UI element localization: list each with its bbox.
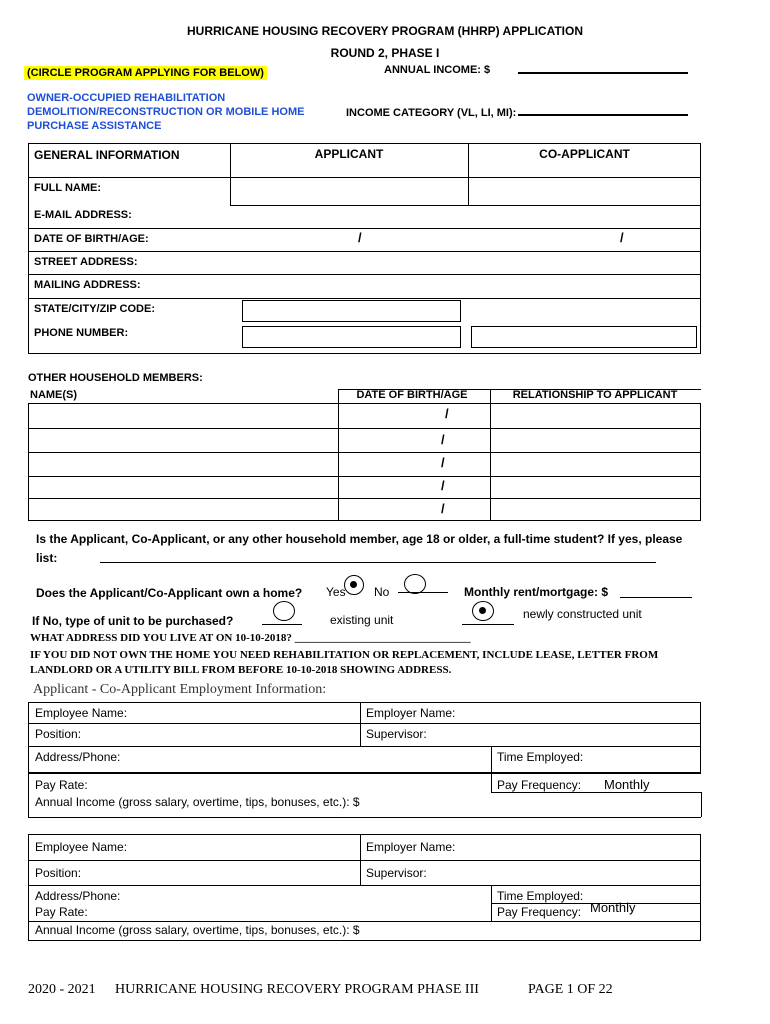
circle-program-note: (CIRCLE PROGRAM APPLYING FOR BELOW) [24,66,267,80]
employer-name-label-2: Employer Name: [366,840,456,854]
household-relationship-header: RELATIONSHIP TO APPLICANT [512,389,678,401]
time-employed-label-1: Time Employed: [497,750,584,764]
previous-address-question[interactable]: WHAT ADDRESS DID YOU LIVE AT ON 10-10-2018? ________________________________ [30,632,471,644]
annual-income-field[interactable] [518,72,688,74]
income-category-field[interactable] [518,114,688,116]
employment-table-1 [28,702,701,773]
monthly-rent-field[interactable] [620,597,692,598]
household-row-4-dob[interactable]: / [441,478,445,493]
co-applicant-full-name-field[interactable] [470,179,699,203]
student-list-field[interactable] [100,562,656,563]
program-option-purchase[interactable]: PURCHASE ASSISTANCE [27,120,162,132]
program-option-rehabilitation[interactable]: OWNER-OCCUPIED REHABILITATION [27,92,226,104]
position-label-2: Position: [35,866,82,880]
email-label: E-MAIL ADDRESS: [34,209,132,221]
pay-frequency-label-1: Pay Frequency: [497,778,582,792]
employee-name-label-2: Employee Name: [35,840,128,854]
footer-year: 2020 - 2021 [28,982,96,997]
employment-heading: Applicant - Co-Applicant Employment Information: [33,682,327,697]
own-home-no-label: No [374,585,390,599]
program-options[interactable] [27,91,304,133]
household-names-header: NAME(S) [30,389,78,401]
address-phone-label-1: Address/Phone: [35,750,121,764]
form-subtitle: ROUND 2, PHASE I [330,46,440,60]
unit-type-question: If No, type of unit to be purchased? [32,614,234,628]
program-option-reconstruction[interactable]: DEMOLITION/RECONSTRUCTION OR MOBILE HOME [27,106,305,118]
supervisor-label-1: Supervisor: [366,727,427,741]
own-home-yes-radio[interactable] [344,575,364,595]
annual-income-label: ANNUAL INCOME: $ [384,64,491,76]
street-address-label: STREET ADDRESS: [34,256,138,268]
pay-frequency-value-2[interactable]: Monthly [590,900,636,915]
own-home-yes-label: Yes [326,585,346,599]
household-row-5-dob[interactable]: / [441,501,445,516]
student-question: Is the Applicant, Co-Applicant, or any other household member, age 18 or older, a full-time student? If yes, please list: [36,532,683,565]
household-row-2-dob[interactable]: / [441,432,445,447]
co-applicant-phone-field[interactable] [471,326,697,348]
applicant-full-name-field[interactable] [232,179,466,203]
general-info-heading: GENERAL INFORMATION [34,148,180,162]
monthly-rent-label: Monthly rent/mortgage: $ [464,585,609,599]
state-city-zip-label: STATE/CITY/ZIP CODE: [34,303,156,315]
own-home-no-radio[interactable] [404,574,426,594]
phone-number-label: PHONE NUMBER: [34,327,129,339]
state-city-zip-field[interactable] [242,300,461,322]
address-phone-label-2: Address/Phone: [35,889,121,903]
applicant-phone-field[interactable] [242,326,461,348]
applicant-column-header: APPLICANT [314,147,384,161]
form-title: HURRICANE HOUSING RECOVERY PROGRAM (HHRP) APPLICATION [186,24,584,38]
full-name-label: FULL NAME: [34,182,102,194]
co-applicant-column-header: CO-APPLICANT [539,147,630,161]
street-address-field[interactable] [200,253,698,273]
household-table [28,403,701,521]
employer-name-label-1: Employer Name: [366,706,456,720]
pay-frequency-value-1[interactable]: Monthly [604,777,650,792]
annual-income-label-1: Annual Income (gross salary, overtime, tips, bonuses, etc.): $ [35,795,360,809]
time-employed-label-2: Time Employed: [497,889,584,903]
income-category-label: INCOME CATEGORY (VL, LI, MI): [346,107,517,119]
household-dob-header: DATE OF BIRTH/AGE [356,389,468,401]
pay-frequency-label-2: Pay Frequency: [497,905,582,919]
new-unit-radio[interactable] [472,601,494,621]
existing-unit-label: existing unit [330,613,394,627]
mailing-address-field[interactable] [200,276,698,297]
dob-label: DATE OF BIRTH/AGE: [34,233,149,245]
supervisor-label-2: Supervisor: [366,866,427,880]
pay-rate-label-1: Pay Rate: [35,778,88,792]
household-row-3-dob[interactable]: / [441,455,445,470]
household-row-1-dob[interactable]: / [445,406,449,421]
co-applicant-dob-slash[interactable]: / [620,230,624,245]
household-heading: OTHER HOUSEHOLD MEMBERS: [28,372,203,384]
own-home-question: Does the Applicant/Co-Applicant own a home? [36,586,303,600]
applicant-dob-slash[interactable]: / [358,230,362,245]
pay-rate-label-2: Pay Rate: [35,905,88,919]
footer-page-number: PAGE 1 OF 22 [528,982,613,997]
footer-program: HURRICANE HOUSING RECOVERY PROGRAM PHASE III [115,982,479,997]
position-label-1: Position: [35,727,82,741]
new-unit-label: newly constructed unit [523,607,642,621]
email-field[interactable] [232,207,698,227]
ownership-notice: IF YOU DID NOT OWN THE HOME YOU NEED REHABILITATION OR REPLACEMENT, INCLUDE LEASE, LETTER FROM LANDLORD OR A UTILITY BILL FROM BEFORE 10-10-2018 SHOWING ADDRESS. [30,649,659,676]
annual-income-label-2: Annual Income (gross salary, overtime, tips, bonuses, etc.): $ [35,923,360,937]
mailing-address-label: MAILING ADDRESS: [34,279,141,291]
general-info-table [28,143,701,354]
employee-name-label-1: Employee Name: [35,706,128,720]
existing-unit-radio[interactable] [273,601,295,621]
